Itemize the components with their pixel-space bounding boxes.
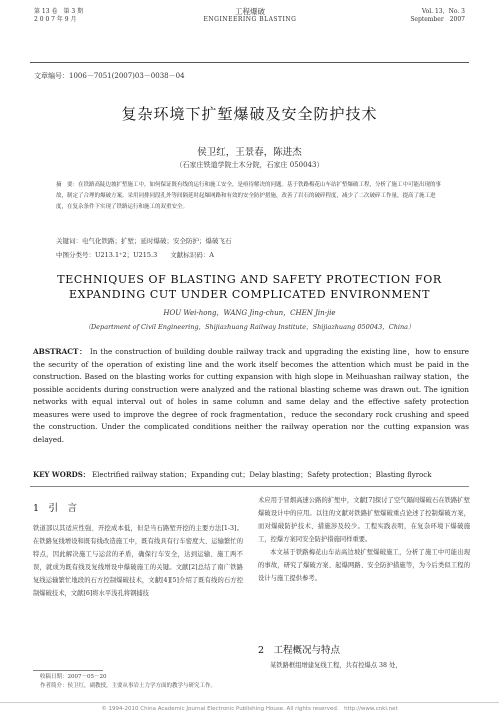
article-number: 文章编号：1006－7051(2007)03－0038－04	[34, 72, 185, 80]
authors-cn: 侯卫红，王景春，陈进杰	[197, 147, 302, 158]
body-paragraph: 术应用于冒烟高速公路的扩堑中，文献[7]探讨了空气隔间爆破石在铁路扩堑爆破设计中的应用。以往的文献对铁路扩堑爆破重点论述了控制爆破方案，而对爆破防护技术、措施涉及较少。工程实践表明，在复杂环境下爆破施工，控爆方案同安全防护措施同样重要。	[258, 497, 470, 543]
paper-title-en	[20, 272, 479, 302]
author-bio: 作者简介：侯卫红，副教授，主要从事岩土力学方面的教学与研究工作。	[40, 683, 217, 689]
keywords-en-label: KEY WORDS：	[33, 470, 90, 479]
keywords-en-text: Electrified railway station；Expanding cut；Delay blasting；Safety protection；Blasting flyrock	[92, 471, 432, 479]
section-1-body: 铁道部以其适应性强、开挖成本低，但是当石路堑开挖的主要方法[1-3]。在铁路复线增设和既有线改造施工中，既有线具有行车密度大、运输繁忙的特点，因此解决施工与运营的矛盾，确保行车安全，达到运输、施工两不误，就成为既有线及复线增设中爆破施工的关键。文献[2]总结了南广铁路复线运输繁忙地段的石方控制爆破技术，文献[4][5]介绍了既有线的石方控制爆破技术，文献[6]将水平浅孔将钢捕技	[33, 525, 243, 597]
journal-name-cn: 工程爆破	[235, 7, 265, 16]
publication-date-en: September 2007	[410, 16, 465, 23]
journal-volume-info-en	[410, 8, 465, 24]
paper-title-cn: 复杂环境下扩堑爆破及安全防护技术	[121, 105, 378, 123]
footer-divider	[0, 702, 499, 703]
publication-date: 2 0 0 7 年 9 月	[34, 16, 77, 23]
paper-title-en-line1: TECHNIQUES OF BLASTING AND SAFETY PROTECTION FOR	[57, 273, 442, 286]
volume-issue: 第 13 卷 第 3 期	[34, 8, 84, 15]
copyright-footer: © 1994-2010 China Academic Journal Electronic Publishing House. All rights reserved. http://www.cnki.net	[101, 706, 398, 712]
journal-name-block	[180, 8, 320, 24]
affiliation-en: （Department of Civil Engineering，Shijiazhuang Railway Institute，Shijiazhuang 050043，China）	[84, 323, 415, 331]
section-1-heading: 1 引 言	[33, 503, 78, 514]
classification-cn: 中图分类号：U213.1⁺2；U215.3 文献标识码：A	[56, 251, 214, 259]
abstract-divider	[30, 486, 469, 487]
keywords-en	[33, 470, 469, 480]
footnote-divider	[33, 670, 103, 671]
body-paragraph: 本文基于铁路梅花山车站高边坡扩堑爆破施工，分析了施工中可能出现的事故，研究了爆破方案、起爆网路、安全防护措施等，为今后类似工程的设计与施工提供参考。	[258, 549, 470, 582]
abstract-en-label: ABSTRACT：	[33, 347, 87, 356]
paper-title-en-line2: EXPANDING CUT UNDER COMPLICATED ENVIRONMENT	[68, 288, 431, 301]
keywords-cn: 关键词：电气化铁路；扩堑；延时爆破；安全防护；爆破飞石	[56, 237, 232, 245]
abstract-en	[33, 346, 469, 446]
abstract-cn: 摘 要：在铁路高陡边坡扩堑施工中，如何保证既有线的运行和施工安全，是亟待解决的问题。基于铁路梅花山车站扩堑爆破工程，分析了施工中可能出现的事故，制定了合理的爆破方案。采用同排同段孔外等间隔延时起爆网路和有效的安全防护措施，改善了岩石的破碎程度，减少了二次破碎工作量，提高了施工进度，在复杂条件下实现了铁路运行和施工的双重安全。	[56, 182, 442, 210]
received-date: 收稿日期：2007－05－20	[40, 674, 107, 680]
authors-en: HOU Wei-hong，WANG Jing-chun，CHEN Jin-jie	[163, 309, 336, 317]
affiliation-cn: （石家庄铁道学院土木分院，石家庄 050043）	[175, 161, 324, 169]
abstract-en-text: In the construction of building double railway track and upgrading the existing line，how to ensure the security of the operation of existing line and the work itself becomes the attention which must be paid in the construction. Based on the blasting works for cutting expansion with high slope in Meihuashan railway station，the possible accidents during construction were analyzed and the rational blasting scheme was drawn out. The ignition networks with equal interval out of holes in same column and same delay and the effective safety protection measures were used to improve the degree of rock fragmentation，reduce the secondary rock crushing and speed the construction. Under the complicated conditions neither the railway operation nor the cutting expansion was delayed.	[33, 347, 469, 444]
volume-issue-en: Vol. 13，No. 3	[421, 8, 465, 15]
section-2-body: 某铁路框组增建复线工程，共有控爆点 38 处，	[270, 662, 402, 669]
journal-volume-info	[34, 8, 83, 24]
header-divider	[30, 62, 469, 63]
journal-name-en: ENGINEERING BLASTING	[203, 16, 297, 23]
section-2-heading: 2 工程概况与特点	[258, 645, 341, 656]
body-right-column	[258, 494, 470, 585]
footnote	[40, 673, 240, 691]
